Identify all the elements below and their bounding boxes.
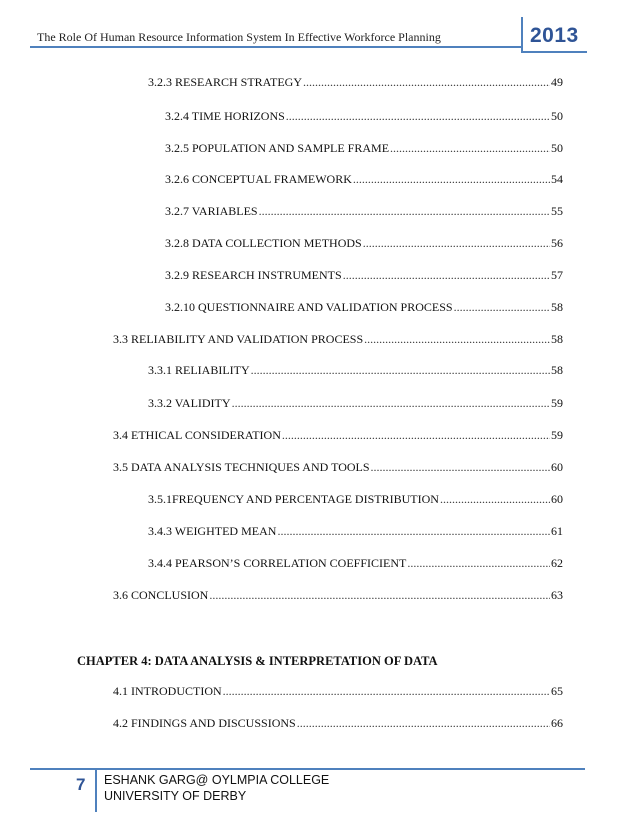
toc-entry-title: 3.2.3 RESEARCH STRATEGY xyxy=(148,75,303,89)
footer-rule xyxy=(30,768,585,770)
toc-entry[interactable] xyxy=(148,74,563,90)
toc-entry-title: 3.2.5 POPULATION AND SAMPLE FRAME xyxy=(165,141,390,155)
toc-entry[interactable] xyxy=(165,171,563,187)
toc-entry[interactable] xyxy=(148,362,563,378)
toc-entry-title: 3.5 DATA ANALYSIS TECHNIQUES AND TOOLS xyxy=(113,460,370,474)
footer-university-line: UNIVERSITY OF DERBY xyxy=(104,789,247,803)
toc-leader-dots xyxy=(286,108,550,124)
toc-leader-dots xyxy=(277,523,550,539)
toc-entry-page: 63 xyxy=(551,588,563,602)
toc-entry[interactable] xyxy=(165,299,563,315)
toc-entry-title: 3.6 CONCLUSION xyxy=(113,588,209,602)
chapter-heading[interactable]: CHAPTER 4: DATA ANALYSIS & INTERPRETATION OF DATA xyxy=(77,654,438,668)
toc-entry-title: 3.2.8 DATA COLLECTION METHODS xyxy=(165,236,362,250)
toc-entry-title: 3.3 RELIABILITY AND VALIDATION PROCESS xyxy=(113,332,364,346)
toc-leader-dots xyxy=(353,171,550,187)
toc-leader-dots xyxy=(363,235,550,251)
footer-divider xyxy=(95,770,97,812)
toc-entry-title: 3.5.1FREQUENCY AND PERCENTAGE DISTRIBUTION xyxy=(148,492,439,506)
toc-entry-page: 54 xyxy=(551,172,563,186)
toc-entry-page: 58 xyxy=(551,300,563,314)
toc-entry-page: 58 xyxy=(551,363,563,377)
toc-entry[interactable] xyxy=(113,427,563,443)
toc-entry[interactable] xyxy=(148,523,563,539)
toc-entry-page: 50 xyxy=(551,109,563,123)
toc-entry[interactable] xyxy=(165,267,563,283)
toc-entry-page: 55 xyxy=(551,204,563,218)
toc-entry[interactable] xyxy=(113,459,563,475)
toc-entry[interactable] xyxy=(165,203,563,219)
toc-leader-dots xyxy=(282,427,550,443)
toc-entry[interactable] xyxy=(148,395,563,411)
toc-entry-title: 4.2 FINDINGS AND DISCUSSIONS xyxy=(113,716,296,730)
toc-entry-title: 3.2.6 CONCEPTUAL FRAMEWORK xyxy=(165,172,352,186)
toc-entry-page: 66 xyxy=(551,716,563,730)
toc-leader-dots xyxy=(371,459,550,475)
toc-entry-title: 3.2.9 RESEARCH INSTRUMENTS xyxy=(165,268,342,282)
toc-leader-dots xyxy=(390,140,550,156)
toc-entry-title: 3.4.4 PEARSON’S CORRELATION COEFFICIENT xyxy=(148,556,407,570)
toc-leader-dots xyxy=(297,715,550,731)
header-rule xyxy=(30,46,521,48)
toc-leader-dots xyxy=(303,74,550,90)
toc-entry-page: 58 xyxy=(551,332,563,346)
toc-entry-page: 60 xyxy=(551,492,563,506)
toc-entry-page: 60 xyxy=(551,460,563,474)
toc-leader-dots xyxy=(251,362,550,378)
footer-page-number: 7 xyxy=(76,775,86,794)
toc-entry-page: 57 xyxy=(551,268,563,282)
toc-leader-dots xyxy=(259,203,550,219)
toc-entry-page: 56 xyxy=(551,236,563,250)
toc-leader-dots xyxy=(440,491,550,507)
toc-leader-dots xyxy=(223,683,550,699)
toc-entry[interactable] xyxy=(113,331,563,347)
toc-entry-page: 62 xyxy=(551,556,563,570)
toc-entry-title: 3.2.7 VARIABLES xyxy=(165,204,258,218)
toc-entry[interactable] xyxy=(165,108,563,124)
toc-leader-dots xyxy=(407,555,550,571)
toc-leader-dots xyxy=(232,395,550,411)
toc-entry-title: 3.2.10 QUESTIONNAIRE AND VALIDATION PROCESS xyxy=(165,300,453,314)
toc-entry[interactable] xyxy=(148,491,563,507)
toc-entry-page: 50 xyxy=(551,141,563,155)
toc-entry[interactable] xyxy=(113,587,563,603)
toc-entry-title: 3.3.2 VALIDITY xyxy=(148,396,231,410)
toc-entry-page: 61 xyxy=(551,524,563,538)
toc-entry-page: 65 xyxy=(551,684,563,698)
toc-entry[interactable] xyxy=(148,555,563,571)
header-year: 2013 xyxy=(530,24,579,47)
toc-entry[interactable] xyxy=(113,715,563,731)
toc-leader-dots xyxy=(209,587,550,603)
toc-entry[interactable] xyxy=(113,683,563,699)
toc-entry-title: 3.3.1 RELIABILITY xyxy=(148,363,250,377)
header-title: The Role Of Human Resource Information System In Effective Workforce Planning xyxy=(37,30,441,44)
toc-entry-title: 3.2.4 TIME HORIZONS xyxy=(165,109,285,123)
toc-leader-dots xyxy=(343,267,550,283)
toc-entry-title: 3.4.3 WEIGHTED MEAN xyxy=(148,524,277,538)
toc-entry-title: 3.4 ETHICAL CONSIDERATION xyxy=(113,428,281,442)
toc-entry[interactable] xyxy=(165,235,563,251)
toc-entry-page: 59 xyxy=(551,396,563,410)
toc-leader-dots xyxy=(454,299,550,315)
footer-author-line: ESHANK GARG@ OYLMPIA COLLEGE xyxy=(104,773,330,787)
toc-leader-dots xyxy=(364,331,550,347)
toc-entry[interactable] xyxy=(165,140,563,156)
toc-entry-page: 59 xyxy=(551,428,563,442)
toc-entry-title: 4.1 INTRODUCTION xyxy=(113,684,222,698)
toc-entry-page: 49 xyxy=(551,75,563,89)
